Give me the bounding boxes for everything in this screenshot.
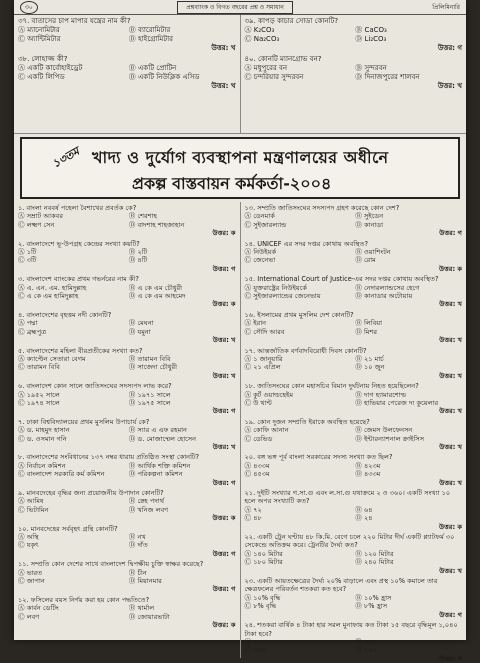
answer: উত্তর: ক [438,522,462,531]
question [18,204,236,238]
option: Ⓒ চন্দরিয়ার সুন্দরবন [244,73,304,81]
answer: উত্তর: খ [439,442,462,451]
question-text: ২২. একটি ট্রেন ঘণ্টায় ৪৮ কি.মি. বেগে চলে ২২০ মিটার দীর্ঘ একটি প্ল্যাটফর্ম ৩০ সেকেন্ডে অতিক্রম করে। ট্রেনটির দৈর্ঘ্য কত? [244,533,455,550]
question [245,418,463,452]
option: Ⓐ অস্থি [18,533,39,542]
option: Ⓐ K₂CO₃ [244,26,275,34]
option: Ⓓ মিয়ানমার [128,577,162,586]
question [245,382,463,416]
question [18,418,236,452]
banner-line-1: খাদ্য ও দুর্যোগ ব্যবস্থাপনা মন্ত্রণালয়ের অধীনে [92,148,389,167]
answer: উত্তর: গ [439,229,462,238]
question-text: ১৭. আন্তর্জাতিক বর্ণবাদবিরোধী দিবস কোনটি? [244,346,367,355]
option: Ⓑ সুন্দরবন [355,64,387,72]
option: Ⓒ ড. ওসমান গনি [18,434,67,443]
question-text: ১৪. UNICEF এর সদর দপ্তর কোথায় অবস্থিত? [244,239,368,248]
question-text: ১৯. কোন দুজন সম্প্রতি ইরাকে অবস্থিত হয়েছে? [244,417,370,426]
question [18,275,236,309]
option: Ⓐ ১টি [18,248,37,257]
question-text: ১৩. সম্প্রতি জাতিসংঘের সদস্যপদ গ্রহণ করেছে কোন দেশ? [244,204,400,212]
question-text: ১৮. জাতিসংঘের কোন মহাসচিব বিমান দুর্ঘটনায় নিহত হয়েছিলেন? [244,382,419,391]
option: Ⓓ দিনাজপুরের শালবন [355,73,420,81]
answer: উত্তর: ক [438,264,462,273]
option: Ⓐ ড. মাহমুদ হাসান [18,426,70,435]
option: Ⓑ জেমস উলফেনসন [355,426,413,435]
option: Ⓒ ৪৫৩ম [244,470,270,479]
option: Ⓐ ৪৩৩ম [244,461,270,470]
option: Ⓒ ব্রহ্মপুত্র [18,327,47,336]
option: Ⓑ ওয়াশিংটন [355,248,391,257]
right-question-column [240,202,467,663]
option: Ⓑ ১২০ মিটার [355,549,394,558]
option: Ⓑ তারামন বিবি [128,354,171,363]
option: Ⓑ থার্মাল [128,604,155,613]
option: Ⓒ লক্ষ্মণ সেন [18,220,55,229]
header-right: প্রিলিমিনারি [432,3,460,11]
question [18,382,236,416]
option: Ⓑ এ কে এম চৌধুরী [128,283,183,292]
page-header [14,0,466,15]
option: Ⓓ দাঁত [128,541,148,550]
question-text: ৪০. কোনটি ম্যানগ্রোভ বন? [244,55,322,63]
question-text: ২১. দুইটি সংখ্যার গ.সা.গু এবং ল.সা.গু যথাক্রমে ২ ও ৩৬০। একটি সংখ্যা ১০ হলে অপর সংখ্যাটি কত? [244,489,451,506]
option: Ⓑ একটি প্রোটিন [128,64,177,72]
option: Ⓓ ১০ জুন [355,363,385,372]
question-text: ৮. বাংলাদেশের সংবিধানের ১৩৭ নম্বর ধারায় প্রতিষ্ঠিত সংস্থা কোনটি? [18,453,200,462]
question-text: ৪. বাংলাদেশের বৃহত্তম নদী কোনটি? [18,310,112,319]
option: Ⓒ ৪৮ [244,514,262,523]
answer: উত্তর: খ [437,82,462,90]
option: Ⓓ বাদশাহ শাহজাহান [128,220,185,229]
option: Ⓐ ১০% বৃদ্ধি [244,593,281,602]
question-text: ১২. ফসিলের বয়স নির্ণয় করা হয় কোন পদ্ধতিতে? [18,595,150,604]
option: Ⓒ ১৮০ মিটার [244,558,283,567]
answer: উত্তর: গ [212,549,236,558]
question-text: ২০. বঙ্গ ভঙ্গ পূর্ব বাংলা সরকারের সদস্য সংখ্যা কত ছিল? [244,453,393,462]
question-text: ১১. সম্প্রতি কোন দেশের সাথে বাংলাদেশ দ্বিপক্ষীয় চুক্তি স্বাক্ষর করেছে? [18,560,204,569]
option: Ⓒ Na₂CO₃ [244,35,280,43]
question [18,55,236,91]
answer: উত্তর: খ [211,44,236,52]
option: Ⓒ লবণ [18,612,40,621]
question-text: ১৫. International Court of Justice-এর সদর দপ্তর কোথায় অবস্থিত? [244,275,439,284]
option: Ⓑ লিবিয়া [355,319,383,328]
option: Ⓐ নিউইয়র্ক [244,248,277,257]
bottom-questions [14,202,466,663]
question [18,17,236,53]
option: Ⓑ ১৯৭১ সালে [128,390,171,399]
question [245,311,463,345]
question [18,560,236,594]
banner-line-2: প্রকল্প বাস্তবায়ন কর্মকর্তা-২০০৪ [132,174,332,193]
option: Ⓓ ২৪ [355,514,373,523]
option: Ⓓ জোয়ারভাটা [128,612,170,621]
answer: উত্তর: ক [212,514,236,523]
option: Ⓐ কুর্ট ওয়াল্ডহেইম [244,390,294,399]
option: Ⓑ দাগ হ্যামারশোল্ড [355,390,407,399]
option: Ⓓ একটি নিউক্লিক এসিড [128,73,200,81]
option: Ⓑ ৪২৩ম [355,461,381,470]
question-text: ৬. বাংলাদেশ কোন সালে জাতিসংঘের সদস্যপদ লাভ করে? [18,382,172,391]
exam-title-banner [20,137,460,199]
option: Ⓐ একটি কার্বোহাইড্রেট [18,64,83,72]
question [245,347,463,381]
option: Ⓒ অ্যান্টিমিটার [18,35,61,43]
option: Ⓒ তারামন বিবি [18,363,60,372]
top-left-column [14,15,240,133]
option: Ⓓ ৪৩৩ম [355,470,381,479]
option: Ⓒ বাংলাদেশ সরকারি কর্ম কমিশন [18,470,105,479]
option: Ⓑ ৬০০ [355,637,377,646]
answer: উত্তর: ক [212,300,236,309]
option: Ⓐ ১ জানুয়ারি [244,354,283,363]
option: Ⓐ সম্রাট আকবর [18,212,63,221]
option: Ⓓ কানাডার অটোয়ায় [355,292,413,301]
option: Ⓓ সাজেদা চৌধুরী [128,363,178,372]
option: Ⓐ যুক্তরাষ্ট্রের নিউইয়র্কে [244,283,308,292]
option: Ⓐ ডেনমার্ক [244,212,275,221]
option: Ⓐ ১৯৫২ সালে [18,390,60,399]
option: Ⓓ ৭০০ [355,646,377,655]
option: Ⓑ ১০% হ্রাস [355,593,392,602]
exam-number-badge: ১৩তম [50,144,82,171]
option: Ⓐ এ. এন. এম. হামিদুল্লাহ [18,283,87,292]
question [18,347,236,381]
option: Ⓑ আর্থিক শক্তি কমিশন [128,461,191,470]
option: Ⓓ ১৯৭৫ সালে [128,398,171,407]
answer: উত্তর: খ [439,336,462,345]
answer: উত্তর: গ [439,654,462,663]
option: Ⓓ ৪টি [128,256,148,265]
answer: উত্তর: খ [439,300,462,309]
option: Ⓐ মধুপুরের বন [244,64,288,72]
question-text: ১. বাংলা নববর্ষ পহেলা বৈশাখের প্রবর্তক কে? [18,204,137,212]
document-page [14,0,466,663]
option: Ⓓ খনিজ লবণ [128,505,169,514]
option: Ⓓ রোম [355,256,376,265]
option: Ⓓ Li₂CO₃ [355,35,387,43]
option: Ⓐ ৫৫০ [244,637,267,646]
question [245,577,463,619]
option: Ⓑ নেদারল্যান্ডসের হেগে [355,283,420,292]
question-text: ৩. বাংলাদেশ ব্যাংকের প্রথম গভর্নরের নাম কী? [18,275,139,284]
question [18,240,236,274]
option: Ⓐ ৭২ [244,505,262,514]
option: Ⓒ ১৯৭৪ সালে [18,398,60,407]
option: Ⓐ ইরান [244,319,267,328]
question [245,55,463,91]
question [245,204,463,238]
question [18,596,236,630]
option: Ⓒ ৮% বৃদ্ধি [244,602,277,611]
question-text: ১৬. ইসলামের প্রথম মুসলিম দেশ কোনটি? [244,310,354,319]
option: Ⓑ চীন [128,568,147,577]
option: Ⓒ ৬৫০ [244,646,267,655]
option: Ⓑ মেঘনা [128,319,154,328]
option: Ⓒ সুইজারল্যান্ড [244,220,287,229]
option: Ⓒ ভিটামিন [18,505,49,514]
question [245,240,463,274]
question-text: ৭. ঢাকা বিশ্ববিদ্যালয়ের প্রথম মুসলিম উপাচার্য কে? [18,417,150,426]
option: Ⓒ ডেভিড [244,434,273,443]
option: Ⓓ হাইগ্রোমিটার [128,35,173,43]
answer: উত্তর: ক [212,621,236,630]
option: Ⓓ মিশর [355,327,378,336]
page-number: ৩০ [20,1,38,14]
option: Ⓑ নখ [128,533,146,542]
option: Ⓒ সুইজারল্যান্ডের জেনেভায় [244,292,321,301]
option: Ⓐ আমিষ [18,497,44,506]
option: Ⓒ সৌদি আরব [244,327,285,336]
answer: উত্তর: খ [211,82,236,90]
option: Ⓑ ৬৪ [355,505,373,514]
option: Ⓓ যমুনা [128,327,151,336]
option: Ⓑ স্নেহ পদার্থ [128,497,164,506]
question-text: ৩৮. লোহাজ্জ কী? [18,55,68,63]
question [245,17,463,53]
question-text: ২৩. একটি আয়তক্ষেত্রের দৈর্ঘ্য ২০% বাড়ালে এবং প্রস্থ ১০% কমালে তার ক্ষেত্রফলের পরিবর্তন শতকরা কত হবে? [244,577,438,594]
question [245,453,463,487]
top-right-column [240,15,467,133]
option: Ⓐ কার্বন ডেটিং [18,604,59,613]
option: Ⓐ ১৪০ মিটার [244,549,283,558]
top-questions [14,15,466,134]
question [245,621,463,663]
option: Ⓑ CaCO₃ [355,26,387,34]
option: Ⓒ এ কে এম হামিদুল্লাহ [18,292,79,301]
option: Ⓒ উ থান্ট [244,398,272,407]
option: Ⓑ ২টি [128,248,148,257]
option: Ⓒ জাপান [18,577,45,586]
option: Ⓓ ৮% হ্রাস [355,602,388,611]
option: Ⓐ ভারত [18,568,43,577]
answer: উত্তর: খ [439,371,462,380]
question [18,525,236,559]
answer: উত্তর: গ [212,585,236,594]
question-text: ২. বাংলাদেশে ভূ-উপগ্রহ কেন্দ্রের সংখ্যা কয়টি? [18,239,140,248]
option: Ⓒ জেনেভা [244,256,276,265]
option: Ⓑ শেরশাহ [128,212,157,221]
option: Ⓒ ২১ এপ্রিল [244,363,281,372]
answer: উত্তর: গ [437,44,462,52]
option: Ⓓ ইন্টারন্যাশনাল ক্রাইসিস [355,434,425,443]
question-text: ২৪. শতকরা বার্ষিক ৪ টাকা হার সরল মুনাফায় কত টাকা ১৫ বছরে বৃদ্ধিমূল ১,০৪০ টাকা হবে? [244,621,458,638]
option: Ⓓ হাভিয়ার পেরেজ দ্য কুয়েলার [355,398,439,407]
option: Ⓐ কোফি আনান [244,426,289,435]
question [245,275,463,309]
option: Ⓑ স্যার এ এফ রহমান [128,426,187,435]
option: Ⓒ একটি লিপিড [18,73,65,81]
option: Ⓐ পদ্মা [18,319,38,328]
header-title: প্রশ্নব্যাংক ও বিগত বছরের প্রশ্ন ও সমাধান [177,1,293,14]
answer: উত্তর: গ [212,407,236,416]
question [245,489,463,531]
answer: উত্তর: গ [439,610,462,619]
answer: উত্তর: খ [439,407,462,416]
answer: উত্তর: খ [439,478,462,487]
option: Ⓓ এ কে এম আহমেদ [128,292,186,301]
answer: উত্তর: ক [212,229,236,238]
question-text: ৩৭. বাতাসের চাপ মাপার যন্ত্রের নাম কী? [18,17,131,25]
option: Ⓓ পরিকল্পনা কমিশন [128,470,183,479]
question-text: ১০. মানবদেহের সর্ববৃহৎ গ্রন্থি কোনটি? [18,524,118,533]
option: Ⓒ ৩টি [18,256,37,265]
question-text: ৫. বাংলাদেশের মহিলা বীরপ্রতীকের সংখ্যা কত? [18,346,143,355]
question [18,489,236,523]
question [245,533,463,575]
answer: উত্তর: খ [212,336,236,345]
answer: উত্তর: খ [212,371,236,380]
question-text: ৯. মানবদেহের বৃদ্ধির জন্য প্রয়োজনীয় উপাদান কোনটি? [18,489,164,497]
answer: উত্তর: গ [212,478,236,487]
option: Ⓓ কানাডা [355,220,384,229]
answer: উত্তর: গ [212,264,236,273]
question-text: ৩৯. কাপড় কাচার সোডা কোনটি? [244,17,339,25]
option: Ⓐ ম্যানোমিটার [18,26,60,34]
question [18,311,236,345]
option: Ⓓ ড. মোজাম্মেল হোসেন [128,434,197,443]
answer: উত্তর: খ [439,566,462,575]
left-question-column [14,202,240,658]
option: Ⓑ সুইডেন [355,212,384,221]
option: Ⓒ যকৃৎ [18,541,39,550]
option: Ⓓ ২৪০ মিটার [355,558,394,567]
question [18,453,236,487]
option: Ⓑ ব্যারোমিটার [128,26,171,34]
answer: উত্তর: খ [212,442,236,451]
option: Ⓑ ২১ মার্চ [355,354,384,363]
option: Ⓐ ক্যাপ্টেন সেতারা বেগম [18,354,86,363]
option: Ⓐ নির্বাচন কমিশন [18,461,66,470]
